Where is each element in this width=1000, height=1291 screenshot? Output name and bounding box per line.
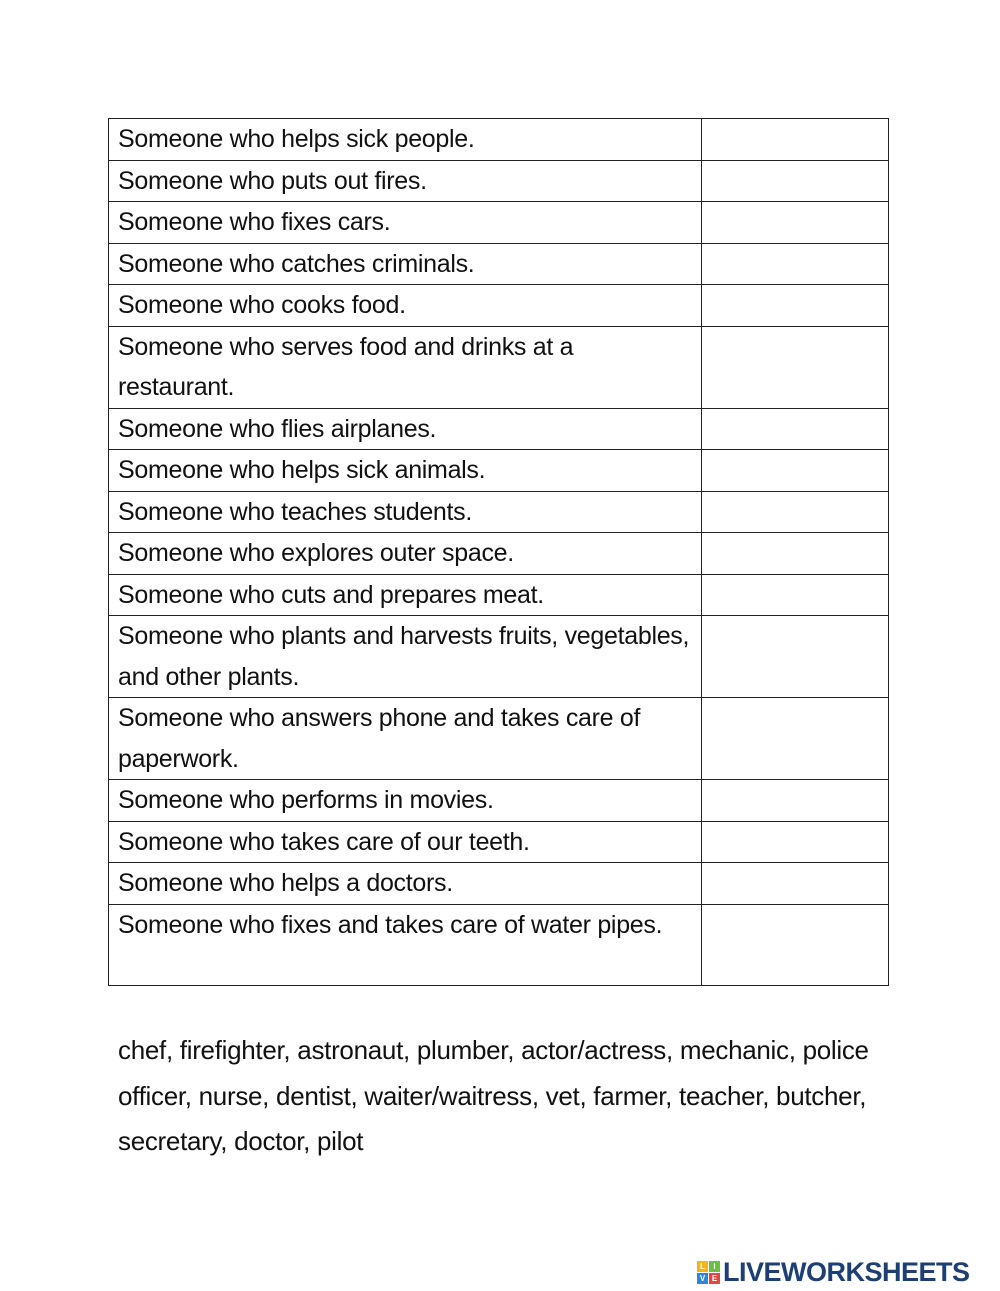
answer-cell[interactable] — [702, 326, 889, 408]
answer-input[interactable] — [702, 787, 892, 815]
table-row — [109, 491, 889, 533]
prompt-cell: Someone who explores outer space. — [109, 533, 702, 575]
table-row — [109, 408, 889, 450]
answer-input[interactable] — [702, 251, 892, 279]
answer-cell[interactable] — [702, 408, 889, 450]
table-row — [109, 616, 889, 698]
logo-block: E — [709, 1273, 720, 1284]
answer-cell[interactable] — [702, 160, 889, 202]
table-row — [109, 821, 889, 863]
table-row — [109, 160, 889, 202]
logo-text: LIVEWORKSHEETS — [723, 1257, 970, 1287]
prompt-cell: Someone who helps sick people. — [109, 119, 702, 161]
answer-input[interactable] — [702, 870, 892, 898]
table-row — [109, 326, 889, 408]
answer-cell[interactable] — [702, 821, 889, 863]
answer-input[interactable] — [702, 705, 892, 733]
liveworksheets-logo — [697, 1257, 970, 1288]
logo-blocks-icon — [697, 1261, 720, 1284]
logo-block: I — [709, 1261, 720, 1272]
answer-input[interactable] — [702, 416, 892, 444]
answer-input[interactable] — [702, 829, 892, 857]
table-row — [109, 904, 889, 985]
answer-cell[interactable] — [702, 243, 889, 285]
answer-input[interactable] — [702, 334, 892, 362]
answer-cell[interactable] — [702, 616, 889, 698]
answer-cell[interactable] — [702, 780, 889, 822]
answer-input[interactable] — [702, 292, 892, 320]
answer-cell[interactable] — [702, 574, 889, 616]
prompt-cell: Someone who puts out fires. — [109, 160, 702, 202]
word-bank: chef, firefighter, astronaut, plumber, actor/actress, mechanic, police officer, nurse, dentist, waiter/waitress, vet, farmer, teacher, butcher, secretary, doctor, pilot — [118, 1035, 869, 1156]
answer-input[interactable] — [702, 623, 892, 651]
answer-cell[interactable] — [702, 202, 889, 244]
table-row — [109, 533, 889, 575]
prompt-cell: Someone who catches criminals. — [109, 243, 702, 285]
answer-input[interactable] — [702, 126, 892, 154]
prompt-cell: Someone who plants and harvests fruits, vegetables, and other plants. — [109, 616, 702, 698]
answer-input[interactable] — [702, 499, 892, 527]
prompt-cell: Someone who helps sick animals. — [109, 450, 702, 492]
answer-cell[interactable] — [702, 698, 889, 780]
table-row — [109, 243, 889, 285]
answer-cell[interactable] — [702, 863, 889, 905]
answer-input[interactable] — [702, 209, 892, 237]
logo-block: V — [697, 1273, 708, 1284]
answer-input[interactable] — [702, 168, 892, 196]
prompt-cell: Someone who flies airplanes. — [109, 408, 702, 450]
logo-block: L — [697, 1261, 708, 1272]
answer-input[interactable] — [702, 540, 892, 568]
prompt-cell: Someone who fixes cars. — [109, 202, 702, 244]
answer-input[interactable] — [702, 457, 892, 485]
prompt-cell: Someone who answers phone and takes care of paperwork. — [109, 698, 702, 780]
answer-cell[interactable] — [702, 119, 889, 161]
worksheet-table — [108, 118, 889, 986]
prompt-cell: Someone who teaches students. — [109, 491, 702, 533]
answer-cell[interactable] — [702, 904, 889, 985]
table-row — [109, 698, 889, 780]
answer-cell[interactable] — [702, 533, 889, 575]
table-row — [109, 574, 889, 616]
prompt-cell: Someone who serves food and drinks at a restaurant. — [109, 326, 702, 408]
table-row — [109, 450, 889, 492]
prompt-cell: Someone who cooks food. — [109, 285, 702, 327]
table-row — [109, 202, 889, 244]
table-row — [109, 780, 889, 822]
table-row — [109, 863, 889, 905]
prompt-cell: Someone who performs in movies. — [109, 780, 702, 822]
prompt-cell: Someone who helps a doctors. — [109, 863, 702, 905]
prompt-cell: Someone who takes care of our teeth. — [109, 821, 702, 863]
answer-input[interactable] — [702, 912, 892, 940]
answer-cell[interactable] — [702, 491, 889, 533]
answer-input[interactable] — [702, 582, 892, 610]
answer-cell[interactable] — [702, 285, 889, 327]
prompt-cell: Someone who fixes and takes care of water pipes. — [109, 904, 702, 985]
prompt-cell: Someone who cuts and prepares meat. — [109, 574, 702, 616]
table-row — [109, 285, 889, 327]
answer-cell[interactable] — [702, 450, 889, 492]
table-row — [109, 119, 889, 161]
